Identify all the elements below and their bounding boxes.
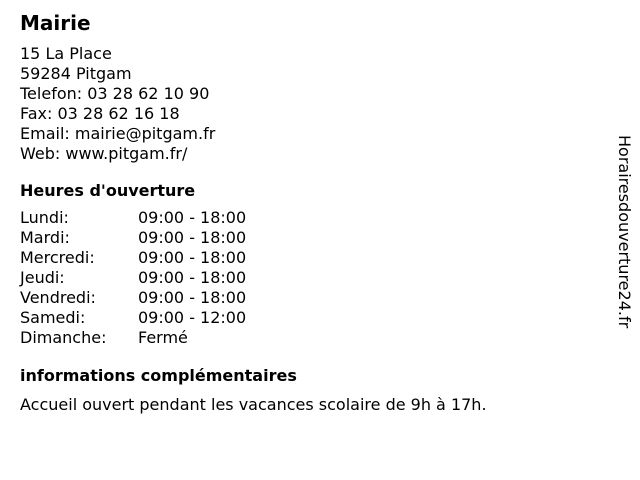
page-title: Mairie [20,11,91,35]
business-card [20,10,590,415]
email-address: Email: mairie@pitgam.fr [20,124,216,143]
hours-day: Mardi: [20,228,70,247]
city-address: 59284 Pitgam [20,64,132,83]
hours-row-tuesday [20,228,590,248]
phone-number: Telefon: 03 28 62 10 90 [20,84,210,103]
fax-number: Fax: 03 28 62 16 18 [20,104,180,123]
hours-row-monday [20,208,590,228]
hours-row-wednesday [20,248,590,268]
hours-day: Dimanche: [20,328,107,347]
hours-time: 09:00 - 18:00 [138,268,247,287]
hours-day: Mercredi: [20,248,95,267]
opening-hours-heading: Heures d'ouverture [20,181,196,200]
hours-time: 09:00 - 18:00 [138,248,247,267]
website-address: Web: www.pitgam.fr/ [20,144,188,163]
opening-hours-list [20,208,590,348]
hours-time: 09:00 - 18:00 [138,228,247,247]
hours-day: Samedi: [20,308,86,327]
hours-day: Lundi: [20,208,69,227]
hours-row-friday [20,288,590,308]
hours-row-sunday [20,328,590,348]
hours-time: 09:00 - 18:00 [138,208,247,227]
hours-day: Vendredi: [20,288,96,307]
additional-info-heading: informations complémentaires [20,366,297,385]
hours-day: Jeudi: [20,268,65,287]
street-address: 15 La Place [20,44,112,63]
hours-row-saturday [20,308,590,328]
additional-info-text: Accueil ouvert pendant les vacances scolaire de 9h à 17h. [20,395,487,414]
hours-time: 09:00 - 18:00 [138,288,247,307]
site-brand: Horairesdouverture24.fr [615,135,634,329]
address-block [20,44,590,164]
hours-time: 09:00 - 12:00 [138,308,247,327]
hours-row-thursday [20,268,590,288]
hours-time: Fermé [138,328,188,347]
